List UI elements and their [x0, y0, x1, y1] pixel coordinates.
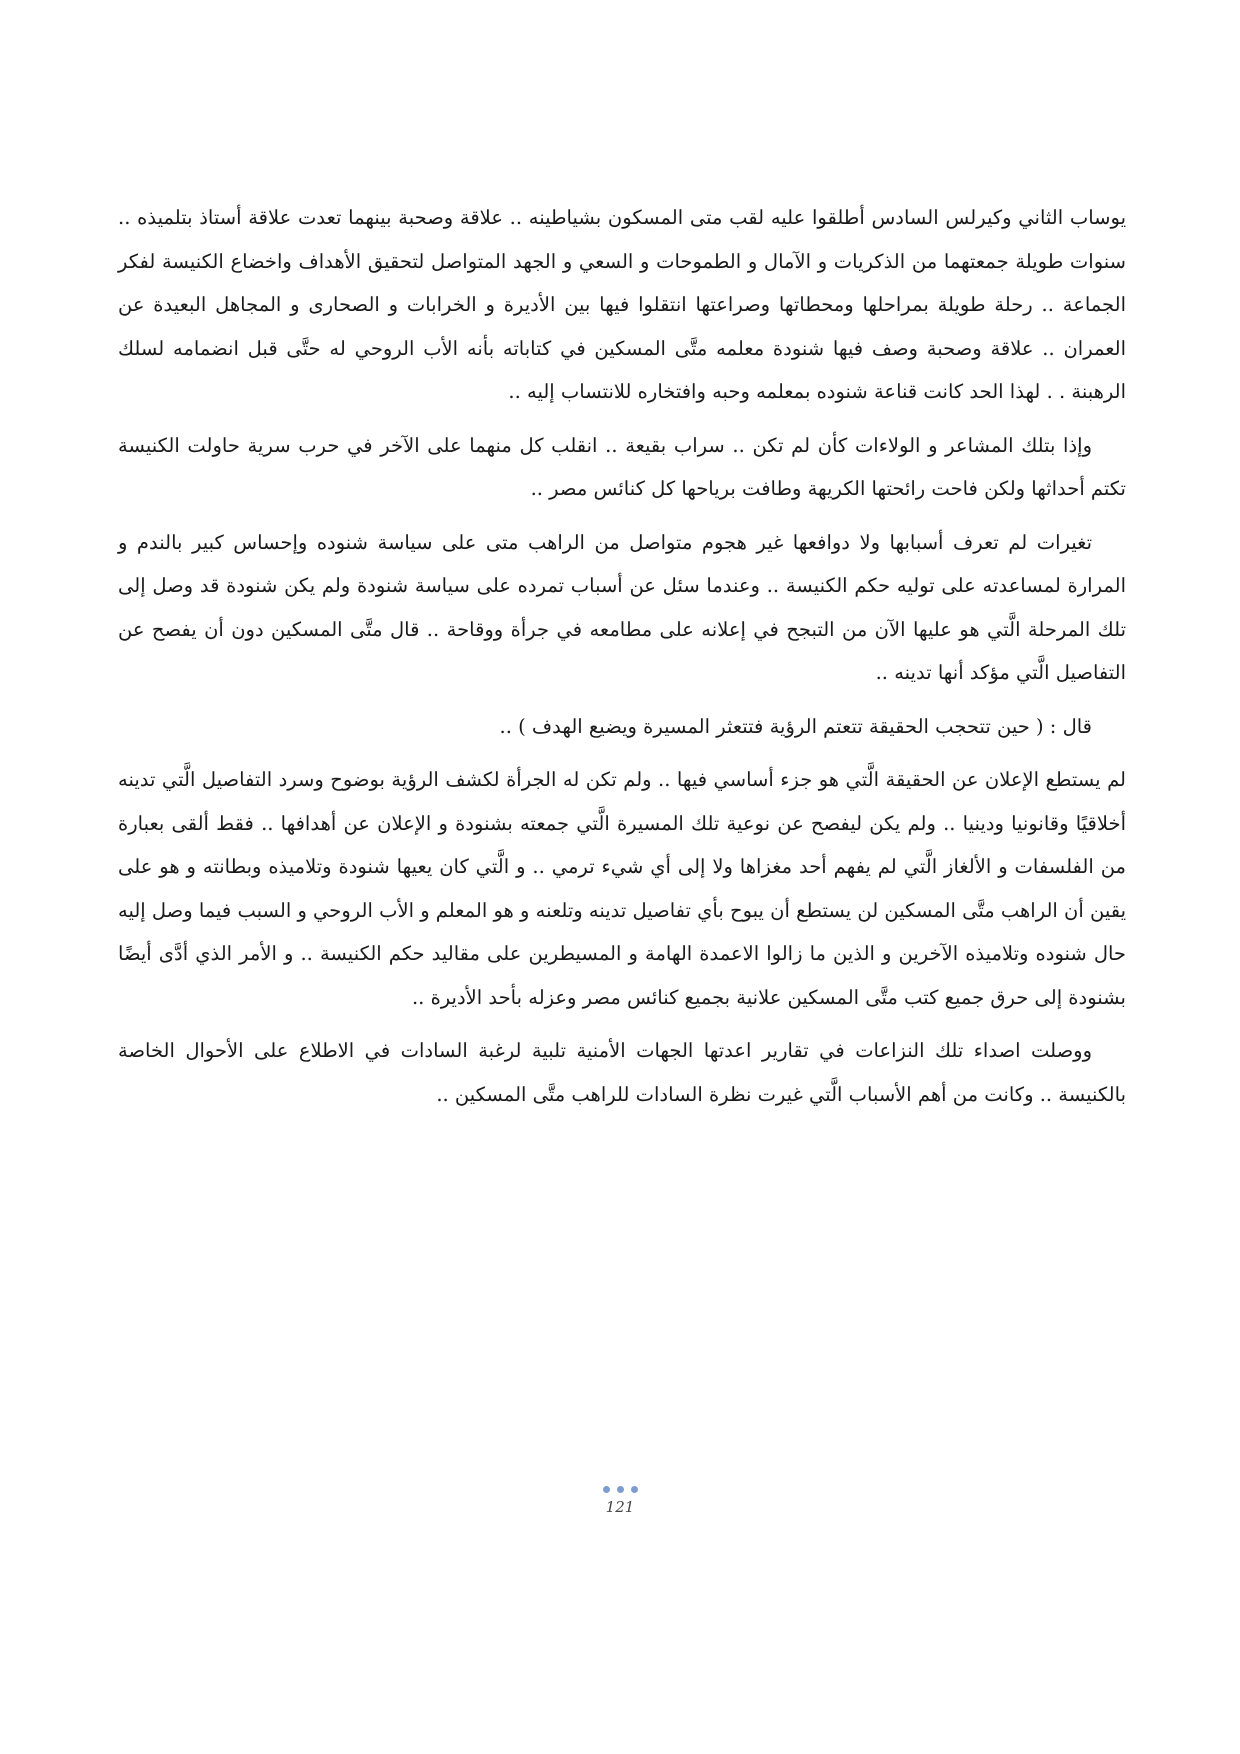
- paragraph-4-quote: قال : ( حين تتحجب الحقيقة تتعتم الرؤية فتتعثر المسيرة ويضيع الهدف ) ..: [499, 714, 1092, 738]
- dot-icon: [617, 1486, 624, 1493]
- page-number: 121: [605, 1498, 635, 1516]
- ornament-dots-icon: [603, 1486, 638, 1493]
- paragraph-1: يوساب الثاني وكيرلس السادس أطلقوا عليه لقب متى المسكون بشياطينه .. علاقة وصحبة بينهما تعدت علاقة أستاذ بتلميذه .. سنوات طويلة جمعتهما من الذكريات و الآمال و الطموحات و السعي و الجهد المتواصل لتحقيق الأهداف واخضاع الكنيسة لفكر الجماعة .. رحلة طويلة بمراحلها ومحطاتها وصراعتها انتقلوا فيها بين الأديرة و الخرابات و الصحارى و المجاهل البعيدة عن العمران .. علاقة وصحبة وصف فيها شنودة معلمه متَّى المسكين في كتاباته بأنه الأب الروحي له حتَّى قبل انضمامه لسلك الرهبنة . . لهذا الحد كانت قناعة شنوده بمعلمه وحبه وافتخاره للانتساب إليه ..: [118, 206, 1126, 403]
- dot-icon: [603, 1486, 610, 1493]
- page-footer: [0, 1478, 1240, 1516]
- paragraph-3: تغيرات لم تعرف أسبابها ولا دوافعها غير هجوم متواصل من الراهب متى على سياسة شنوده وإحساس كبير بالندم و المرارة لمساعدته على توليه حكم الكنيسة .. وعندما سئل عن أسباب تمرده على سياسة شنودة ولم يكن شنودة قد وصل إلى تلك المرحلة الَّتي هو عليها الآن من التبجح في إعلانه على مطامعه في جرأة ووقاحة .. قال متَّى المسكين دون أن يفصح عن التفاصيل الَّتي مؤكد أنها تدينه ..: [118, 530, 1126, 684]
- paragraph-2: وإذا بتلك المشاعر و الولاءات كأن لم تكن .. سراب بقيعة .. انقلب كل منهما على الآخر في حرب سرية حاولت الكنيسة تكتم أحداثها ولكن فاحت رائحتها الكريهة وطافت برياحها كل كنائس مصر ..: [118, 433, 1126, 500]
- dot-icon: [631, 1486, 638, 1493]
- paragraph-6: ووصلت اصداء تلك النزاعات في تقارير اعدتها الجهات الأمنية تلبية لرغبة السادات في الاطلاع على الأحوال الخاصة بالكنيسة .. وكانت من أهم الأسباب الَّتي غيرت نظرة السادات للراهب متَّى المسكين ..: [118, 1039, 1126, 1106]
- page-body: [118, 196, 1126, 1126]
- paragraph-5: لم يستطع الإعلان عن الحقيقة الَّتي هو جزء أساسي فيها .. ولم تكن له الجرأة لكشف الرؤية بوضوح وسرد التفاصيل الَّتي تدينه أخلاقيًا وقانونيا ودينيا .. ولم يكن ليفصح عن نوعية تلك المسيرة الَّتي جمعته بشنودة و الإعلان عن أهدافها .. فقط ألقى بعبارة من الفلسفات و الألغاز الَّتي لم يفهم أحد مغزاها ولا إلى أي شيء ترمي .. و الَّتي كان يعيها شنودة وتلاميذه وبطانته و هو على يقين أن الراهب متَّى المسكين لن يستطع أن يبوح بأي تفاصيل تدينه وتلعنه و هو المعلم و الأب الروحي و السبب فيما وصل إليه حال شنوده وتلاميذه الآخرين و الذين ما زالوا الاعمدة الهامة و المسيطرين على مقاليد حكم الكنيسة .. و الأمر الذي أدَّى أيضًا بشنودة إلى حرق جميع كتب متَّى المسكين علانية بجميع كنائس مصر وعزله بأحد الأديرة ..: [118, 768, 1126, 1009]
